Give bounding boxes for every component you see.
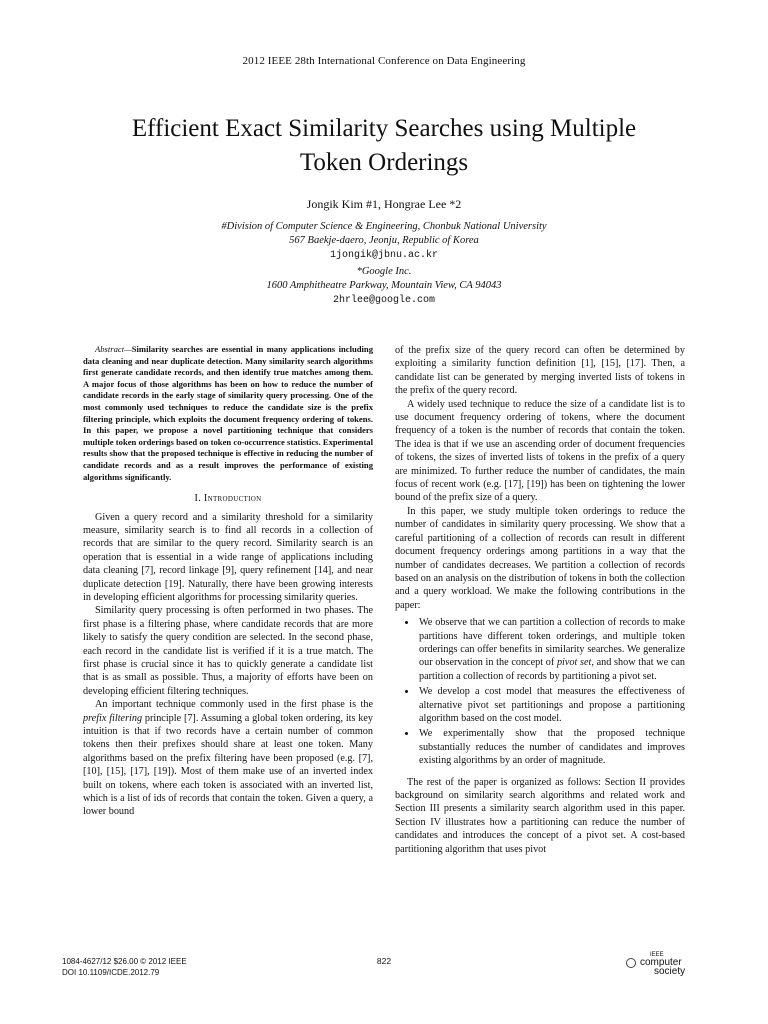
intro-p3-emphasis: prefix filtering (83, 712, 143, 724)
intro-paragraph-3 (83, 698, 373, 819)
footer-issn: 1084-4627/12 $26.00 © 2012 IEEE (62, 957, 187, 966)
ieee-computer-society-logo (626, 952, 706, 980)
globe-icon (626, 958, 636, 968)
contribution-text: , and show that we can partition a collection of records by partitioning a pivot set. (419, 657, 685, 682)
paper-title (60, 112, 708, 180)
contribution-list (395, 616, 685, 767)
footer-doi: DOI 10.1109/ICDE.2012.79 (62, 968, 160, 977)
abstract-label: Abstract— (95, 344, 132, 354)
logo-line-2: society (654, 966, 686, 977)
contribution-item (417, 616, 685, 683)
authors: Jongik Kim #1, Hongrae Lee *2 (306, 197, 462, 211)
right-column (395, 344, 685, 856)
conference-header: 2012 IEEE 28th International Conference on Data Engineering (242, 55, 526, 67)
intro-paragraph-1: Given a query record and a similarity threshold for a similarity measure, similarity search is to find all records in a collection of records that are similar to the query record. Similarity search is an operation that is essential in a wide range of applications including data cleaning [7], record linkage [9], query refinement [14], and near duplicate detection [19]. Naturally, there have been growing interests in developing efficient algorithms for processing similarity queries. (83, 511, 373, 603)
affiliation-2: *Google Inc. (356, 266, 412, 277)
abstract (83, 344, 373, 483)
right-paragraph-3: In this paper, we study multiple token orderings to reduce the number of candidates in similarity query processing. We show that a careful partitioning of a collection of records can result in different document frequency orderings among partitions in a way that the number of candidates decreases. We partition a collection of records based on an analysis on the distribution of tokens in both the collection and a query workload. We make the following contributions in the paper: (395, 505, 685, 611)
title-line-1: Efficient Exact Similarity Searches using Multiple (131, 115, 637, 142)
email-2: 2hrlee@google.com (332, 295, 436, 306)
intro-paragraph-2: Similarity query processing is often performed in two phases. The first phase is a filtering phase, where candidate records that are more likely to satisfy the query condition are selected. In the second phase, each record in the candidate list is verified if it is a true match. The first phase is crucial since it has to quickly generate a candidate list that is as small as possible. Thus, a majority of efforts have been on developing efficient filtering techniques. (83, 605, 373, 697)
contribution-text: We develop a cost model that measures the effectiveness of alternative pivot set partitionings and propose a partitioning algorithm based on the cost model. (419, 686, 685, 724)
email-1: 1jongik@jbnu.ac.kr (329, 250, 439, 261)
affiliation-1-address: 567 Baekje-daero, Jeonju, Republic of Korea (289, 235, 479, 246)
intro-p3-text-b: principle [7]. Assuming a global token ordering, its key intuition is that if two records have a certain number of common tokens then their prefixes should share at least one token. Many algorithms based on the prefix filtering have been proposed (e.g. [7], [10], [15], [17], [19]). Most of them make use of an inverted index built on tokens, where each token is associated with an inverted list, which is a list of ids of records that contain the token. Given a query, a lower bound (83, 712, 374, 818)
left-column (83, 344, 373, 819)
right-paragraph-1: of the prefix size of the query record can often be determined by exploiting a similarity function definition [1], [15], [17]. Then, a candidate list can be generated by merging inverted lists of tokens in the prefix of the query record. (395, 345, 685, 397)
logo-line-1: computer (640, 957, 682, 968)
contribution-text: We experimentally show that the proposed technique substantially reduces the number of candidates and improves existing algorithms by an order of magnitude. (419, 728, 685, 767)
abstract-text: Similarity searches are essential in many applications including data cleaning and near duplicate detection. Many similarity search algorithms first generate candidate records, and then identify true matches among them. A major focus of those algorithms has been on how to reduce the number of candidate records in the early stage of similarity query processing. One of the most commonly used techniques to reduce the candidate size is the prefix filtering principle, which exploits the document frequency ordering of tokens. In this paper, we propose a novel partitioning technique that considers multiple token orderings based on token co-occurrence statistics. Experimental results show that the proposed technique is effective in reducing the number of candidate records and as a result improves the performance of existing algorithms significantly. (83, 344, 373, 482)
right-paragraph-4: The rest of the paper is organized as follows: Section II provides background on similarity search algorithms and related work and Section III presents a similarity search algorithm used in this paper. Section IV illustrates how a partitioning can reduce the number of candidates and introduces the concept of a pivot set. A cost-based partitioning algorithm that uses pivot (395, 776, 685, 855)
right-paragraph-2: A widely used technique to reduce the size of a candidate list is to use document frequency ordering of tokens, where the document frequency of a token is the number of records that contain the token. The idea is that if we use an ascending order of document frequencies of tokens, the sizes of inverted lists of tokens in the prefix of a query are minimized. To further reduce the number of candidates, the main focus of recent work (e.g. [17], [19]) has been on tightening the lower bound of the prefix size of a query. (395, 398, 685, 504)
affiliation-2-address: 1600 Amphitheatre Parkway, Mountain View, CA 94043 (266, 280, 502, 291)
logo-ieee-text: IEEE (650, 952, 664, 958)
contribution-text: We observe that we can partition a collection of records to make partitions have different token orderings, and multiple token orderings can offer benefits in similarity searches. We generalize our observation in the concept of (419, 617, 685, 669)
page-number: 822 (376, 956, 392, 966)
contribution-item (417, 727, 685, 767)
contribution-item (417, 685, 685, 725)
affiliation-1: #Division of Computer Science & Engineering, Chonbuk National University (221, 221, 547, 232)
title-line-2: Token Orderings (299, 149, 469, 176)
intro-p3-text-a: An important technique commonly used in the first phase is the (95, 699, 373, 711)
section-heading-introduction: I. Introduction (194, 493, 262, 505)
contribution-emphasis: pivot set (556, 657, 592, 669)
logo-text (640, 958, 685, 976)
